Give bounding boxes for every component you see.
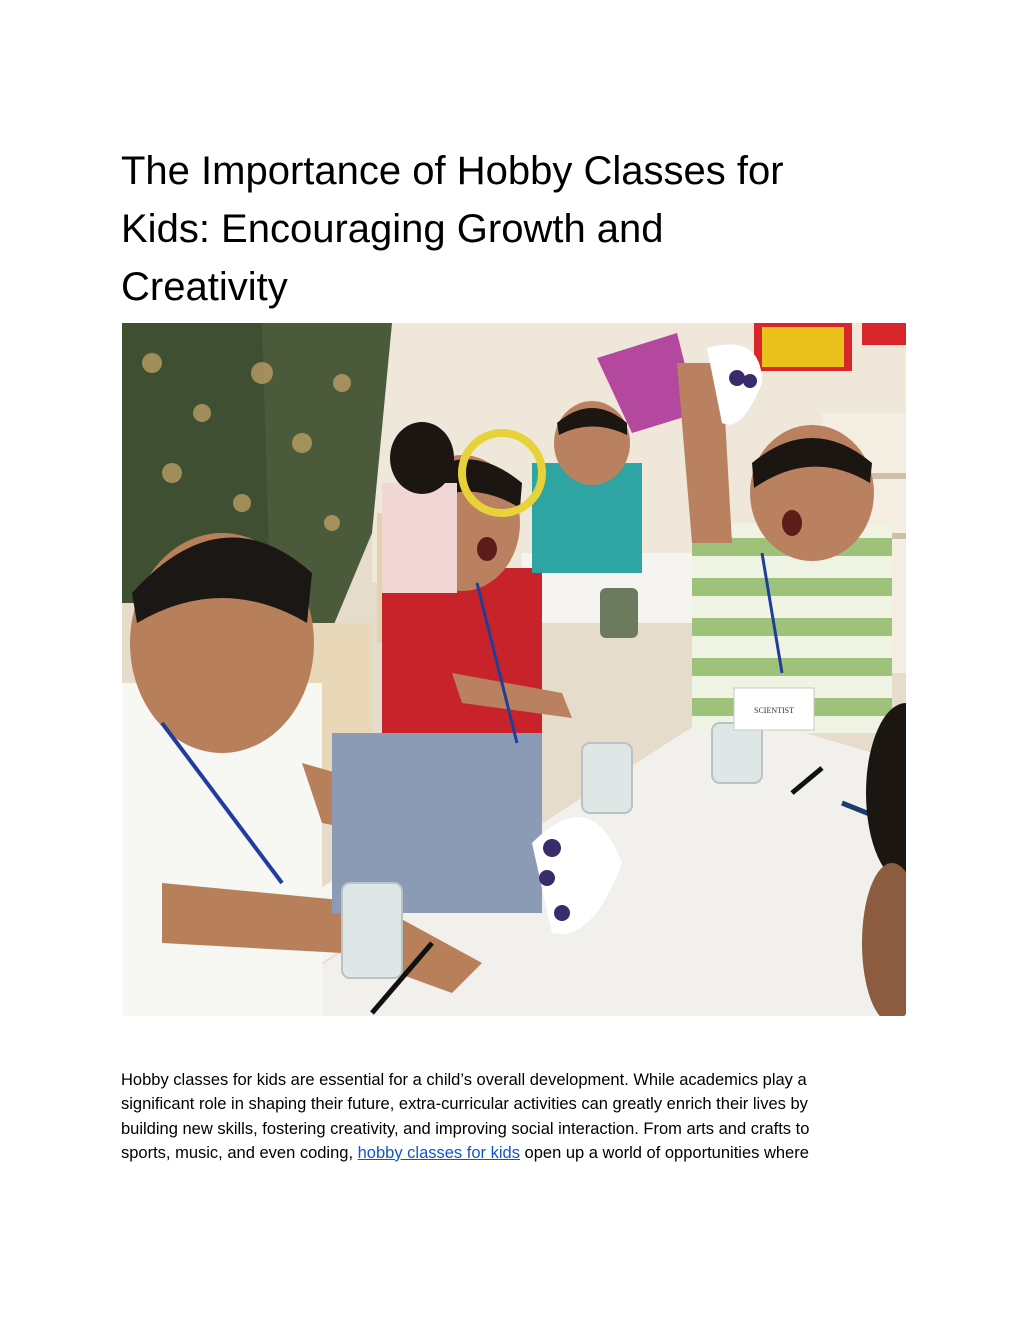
paragraph-line: building new skills, fostering creativity, and improving social interaction. From arts and crafts to [121,1119,810,1138]
intro-paragraph [121,1068,901,1165]
paragraph-line [121,1141,901,1165]
paragraph-line: significant role in shaping their future, extra-curricular activities can greatly enrich their lives by [121,1095,808,1114]
classroom-photo [122,323,906,1016]
title-line: The Importance of Hobby Classes for [121,149,784,193]
title-line: Kids: Encouraging Growth and [121,207,664,251]
hobby-classes-link[interactable]: hobby classes for kids [357,1143,520,1162]
paragraph-text: sports, music, and even coding, [121,1143,358,1162]
paragraph-line: Hobby classes for kids are essential for a child’s overall development. While academics play a [121,1071,807,1089]
badge-text: SCIENTIST [754,706,794,715]
title-line: Creativity [121,265,288,309]
page-title [121,142,881,316]
paragraph-text: open up a world of opportunities where [519,1143,809,1162]
